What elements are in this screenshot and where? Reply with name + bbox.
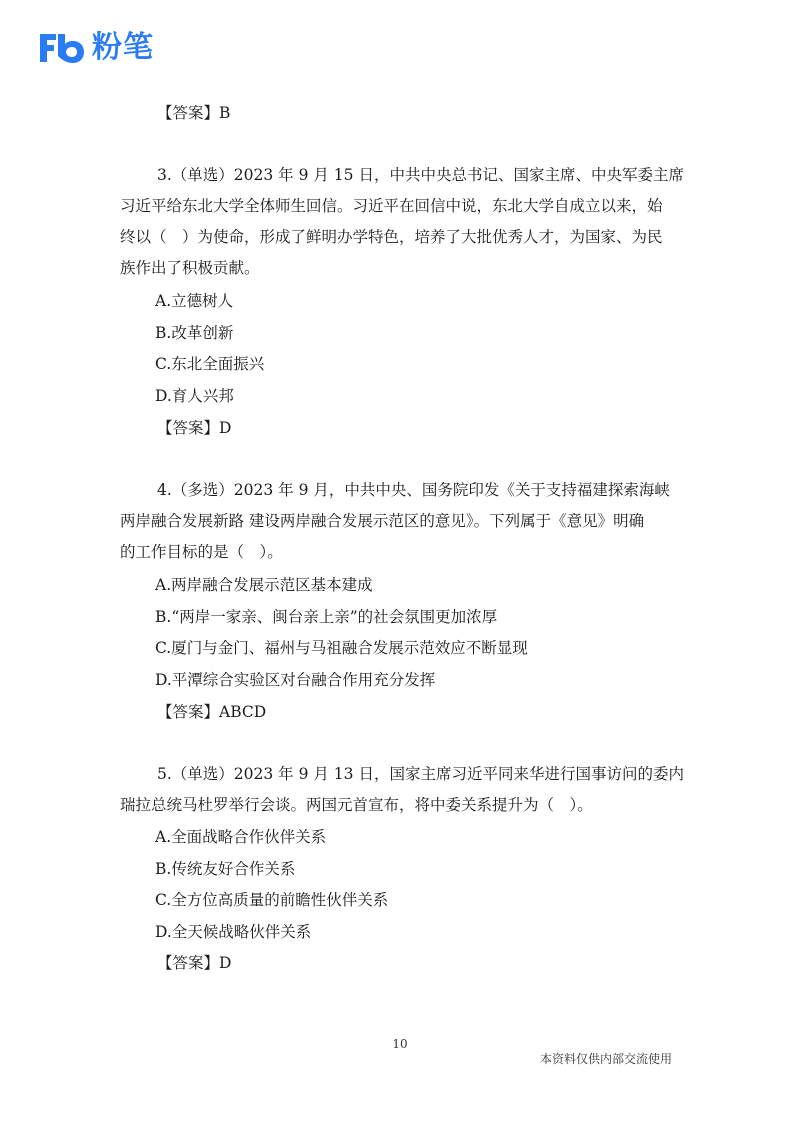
question-4 bbox=[120, 475, 688, 568]
option-d: D.平潭综合实验区对台融合作用充分发挥 bbox=[155, 671, 436, 689]
option-c: C.全方位高质量的前瞻性伙伴关系 bbox=[155, 891, 389, 909]
option-b: B.传统友好合作关系 bbox=[155, 860, 296, 878]
option-c: C.东北全面振兴 bbox=[155, 355, 265, 373]
answer-q5: 【答案】D bbox=[157, 954, 232, 972]
question-line: 习近平给东北大学全体师生回信。习近平在回信中说，东北大学自成立以来，始 bbox=[120, 197, 663, 215]
option-a: A.立德树人 bbox=[155, 292, 234, 310]
footer-note: 本资料仅供内部交流使用 bbox=[540, 1052, 673, 1066]
option-b: B.“两岸一家亲、闽台亲上亲”的社会氛围更加浓厚 bbox=[155, 608, 498, 626]
fenbi-logo-icon bbox=[36, 28, 88, 68]
question-line: 的工作目标的是（ ）。 bbox=[120, 543, 283, 561]
question-line: 瑞拉总统马杜罗举行会谈。两国元首宣布，将中委关系提升为（ ）。 bbox=[120, 796, 593, 814]
question-line: 终以（ ）为使命，形成了鲜明办学特色，培养了大批优秀人才，为国家、为民 bbox=[120, 228, 663, 246]
option-b: B.改革创新 bbox=[155, 324, 234, 342]
option-c: C.厦门与金门、福州与马祖融合发展示范效应不断显现 bbox=[155, 639, 528, 657]
answer-previous: 【答案】B bbox=[157, 104, 231, 122]
brand-logo bbox=[36, 28, 154, 68]
option-d: D.全天候战略伙伴关系 bbox=[155, 923, 312, 941]
question-line: 5.（单选）2023 年 9 月 13 日，国家主席习近平同来华进行国事访问的委内 bbox=[157, 765, 684, 783]
page-number: 10 bbox=[392, 1037, 408, 1051]
question-line: 4.（多选）2023 年 9 月，中共中央、国务院印发《关于支持福建探索海峡 bbox=[157, 481, 670, 499]
option-a: A.全面战略合作伙伴关系 bbox=[155, 828, 327, 846]
question-line: 3.（单选）2023 年 9 月 15 日，中共中央总书记、国家主席、中央军委主席 bbox=[157, 166, 684, 184]
question-line: 族作出了积极贡献。 bbox=[120, 259, 260, 277]
question-3 bbox=[120, 160, 688, 284]
answer-q3: 【答案】D bbox=[157, 419, 232, 437]
question-line: 两岸融合发展新路 建设两岸融合发展示范区的意见》。下列属于《意见》明确 bbox=[120, 512, 645, 530]
option-a: A.两岸融合发展示范区基本建成 bbox=[155, 576, 373, 594]
question-5 bbox=[120, 759, 688, 821]
brand-text: 粉笔 bbox=[92, 30, 154, 65]
option-d: D.育人兴邦 bbox=[155, 387, 234, 405]
answer-q4: 【答案】ABCD bbox=[157, 703, 267, 721]
